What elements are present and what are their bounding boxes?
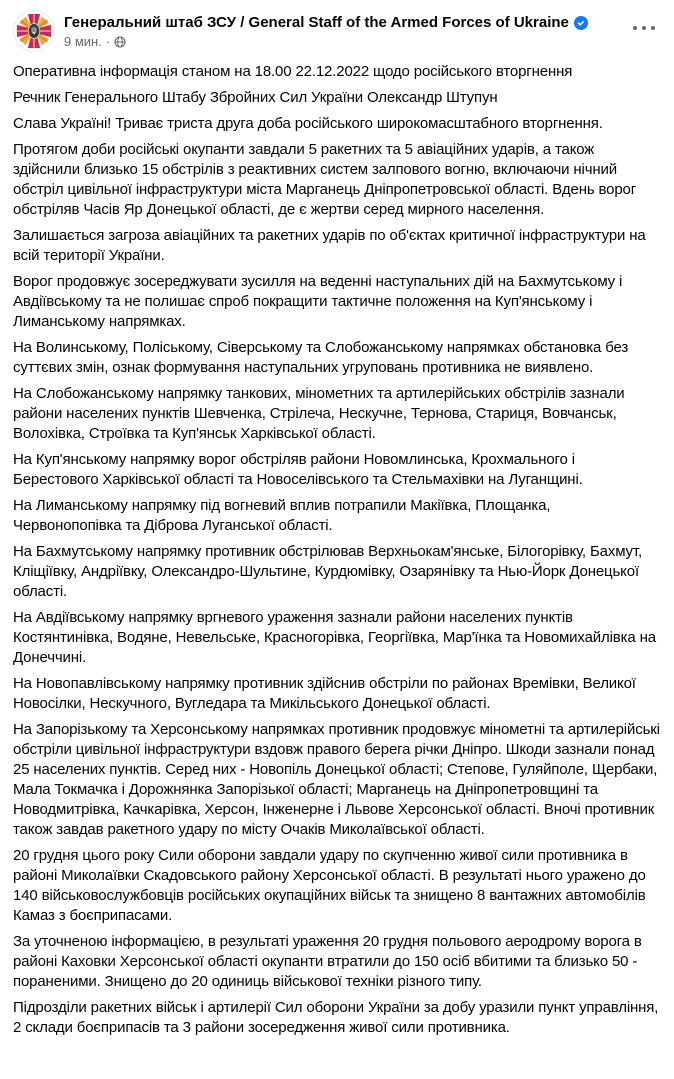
post-paragraph: Оперативна інформація станом на 18.00 22.12.2022 щодо російського вторгнення bbox=[13, 63, 573, 80]
post-header-text bbox=[64, 10, 588, 52]
general-staff-emblem-icon bbox=[13, 10, 55, 52]
post-paragraph: Протягом доби російські окупанти завдали 5 ракетних та 5 авіаційних ударів, а також здійснили близько 15 обстрілів з реактивних систем залпового вогню, включаючи нічний обстріл цивільної інфраструктури міста Марганець Дніпропетровської області. Вдень ворог обстріляв Часів Яр Донецької області, де є жертви серед мирного населення. bbox=[13, 141, 637, 218]
post-paragraph: Ворог продовжує зосереджувати зусилля на веденні наступальних дій на Бахмутському і Авдіївському та не полишає спроб покращити тактичне положення на Куп'янському і Лиманському напрямках. bbox=[13, 273, 623, 330]
meta-separator: · bbox=[105, 33, 111, 49]
globe-privacy-icon bbox=[114, 36, 126, 48]
page-name-row bbox=[64, 13, 588, 32]
post-meta-row bbox=[64, 34, 588, 50]
post-paragraph: Залишається загроза авіаційних та ракетних ударів по об'єктах критичної інфраструктури на всій території України. bbox=[13, 227, 646, 264]
page-avatar[interactable] bbox=[13, 10, 55, 52]
post-paragraph: На Бахмутському напрямку противник обстрілював Верхньокам'янське, Білогорівку, Бахмут, Кліщіївку, Андріївку, Олександро-Шультине, Курдюмівку, Озарянівку та Нью-Йорк Донецької області. bbox=[13, 543, 642, 600]
post-paragraph: За уточненою інформацією, в результаті ураження 20 грудня польового аеродрому ворога в районі Каховки Херсонської області окупанти втратили до 150 осіб вбитими та близько 50 - пораненими. Знищено до 20 одиниць військової техніки різного типу. bbox=[13, 933, 642, 990]
post-paragraph: На Волинському, Поліському, Сіверському та Слобожанському напрямках обстановка без суттєвих змін, ознак формування наступальних угруповань противника не виявлено. bbox=[13, 339, 629, 376]
post-paragraph: На Новопавлівському напрямку противник здійснив обстріли по районах Времівки, Великої Новосілки, Нескучного, Вугледара та Микільського Донецької області. bbox=[13, 675, 636, 712]
post-paragraph: На Лиманському напрямку під вогневий вплив потрапили Макіївка, Площанка, Червонопопівка та Діброва Луганської області. bbox=[13, 497, 551, 534]
post-options-button[interactable] bbox=[628, 14, 660, 42]
page-name-link[interactable]: Генеральний штаб ЗСУ / General Staff of the Armed Forces of Ukraine bbox=[64, 13, 569, 31]
post-header bbox=[13, 10, 661, 52]
post-paragraph: На Слобожанському напрямку танкових, мінометних та артилерійських обстрілів зазнали райони населених пунктів Шевченка, Стрілеча, Нескучне, Тернова, Стариця, Вовчанськ, Волохівка, Строївка та Куп'янськ Харківської області. bbox=[13, 385, 625, 442]
post-paragraph: Речник Генерального Штабу Збройних Сил України Олександр Штупун bbox=[13, 89, 498, 106]
verified-badge-icon bbox=[574, 16, 588, 30]
timestamp-link[interactable]: 9 мин. bbox=[64, 33, 102, 49]
post-paragraph: Слава Україні! Триває триста друга доба російського широкомасштабного вторгнення. bbox=[13, 115, 603, 132]
post-paragraph: На Запорізькому та Херсонському напрямках противник продовжує мінометні та артилерійські обстріли цивільної інфраструктури вздовж правого берега річки Дніпро. Шкоди зазнали понад 25 населених пунктів. Серед них - Новопіль Донецької області; Степове, Гуляйполе, Щербаки, Мала Токмачка і Дорожнянка Запорізької області; Марганець на Дніпропетровщині та Новодмитрівка, Качкарівка, Херсон, Інженерне і Львове Херсонської області. Вночі противник також завдав ракетного удару по місту Очаків Миколаївської області. bbox=[13, 721, 660, 838]
post-paragraph: Підрозділи ракетних військ і артилерії Сил оборони України за добу уразили пункт управління, 2 склади боєприпасів та 3 райони зосередження живої сили противника. bbox=[13, 999, 659, 1036]
post-paragraph: 20 грудня цього року Сили оборони завдали удару по скупченню живої сили противника в районі Миколаївки Скадовського району Херсонської області. В результаті нього уражено до 140 військовослужбовців російських окупаційних військ та знищено 8 вантажних автомобілів Камаз з боєприпасами. bbox=[13, 847, 646, 924]
post-paragraph: На Куп'янському напрямку ворог обстріляв райони Новомлинська, Крохмального і Берестового Харківської області та Новоселівського та Стельмахівки на Луганщині. bbox=[13, 451, 583, 488]
ellipsis-icon bbox=[631, 23, 657, 33]
post-text bbox=[13, 62, 661, 1038]
post-paragraph: На Авдіївському напрямку вргневого ураження зазнали райони населених пунктів Костянтинівка, Водяне, Невельське, Красногорівка, Георгіївка, Мар'їнка та Новомихайлівка на Донеччині. bbox=[13, 609, 656, 666]
